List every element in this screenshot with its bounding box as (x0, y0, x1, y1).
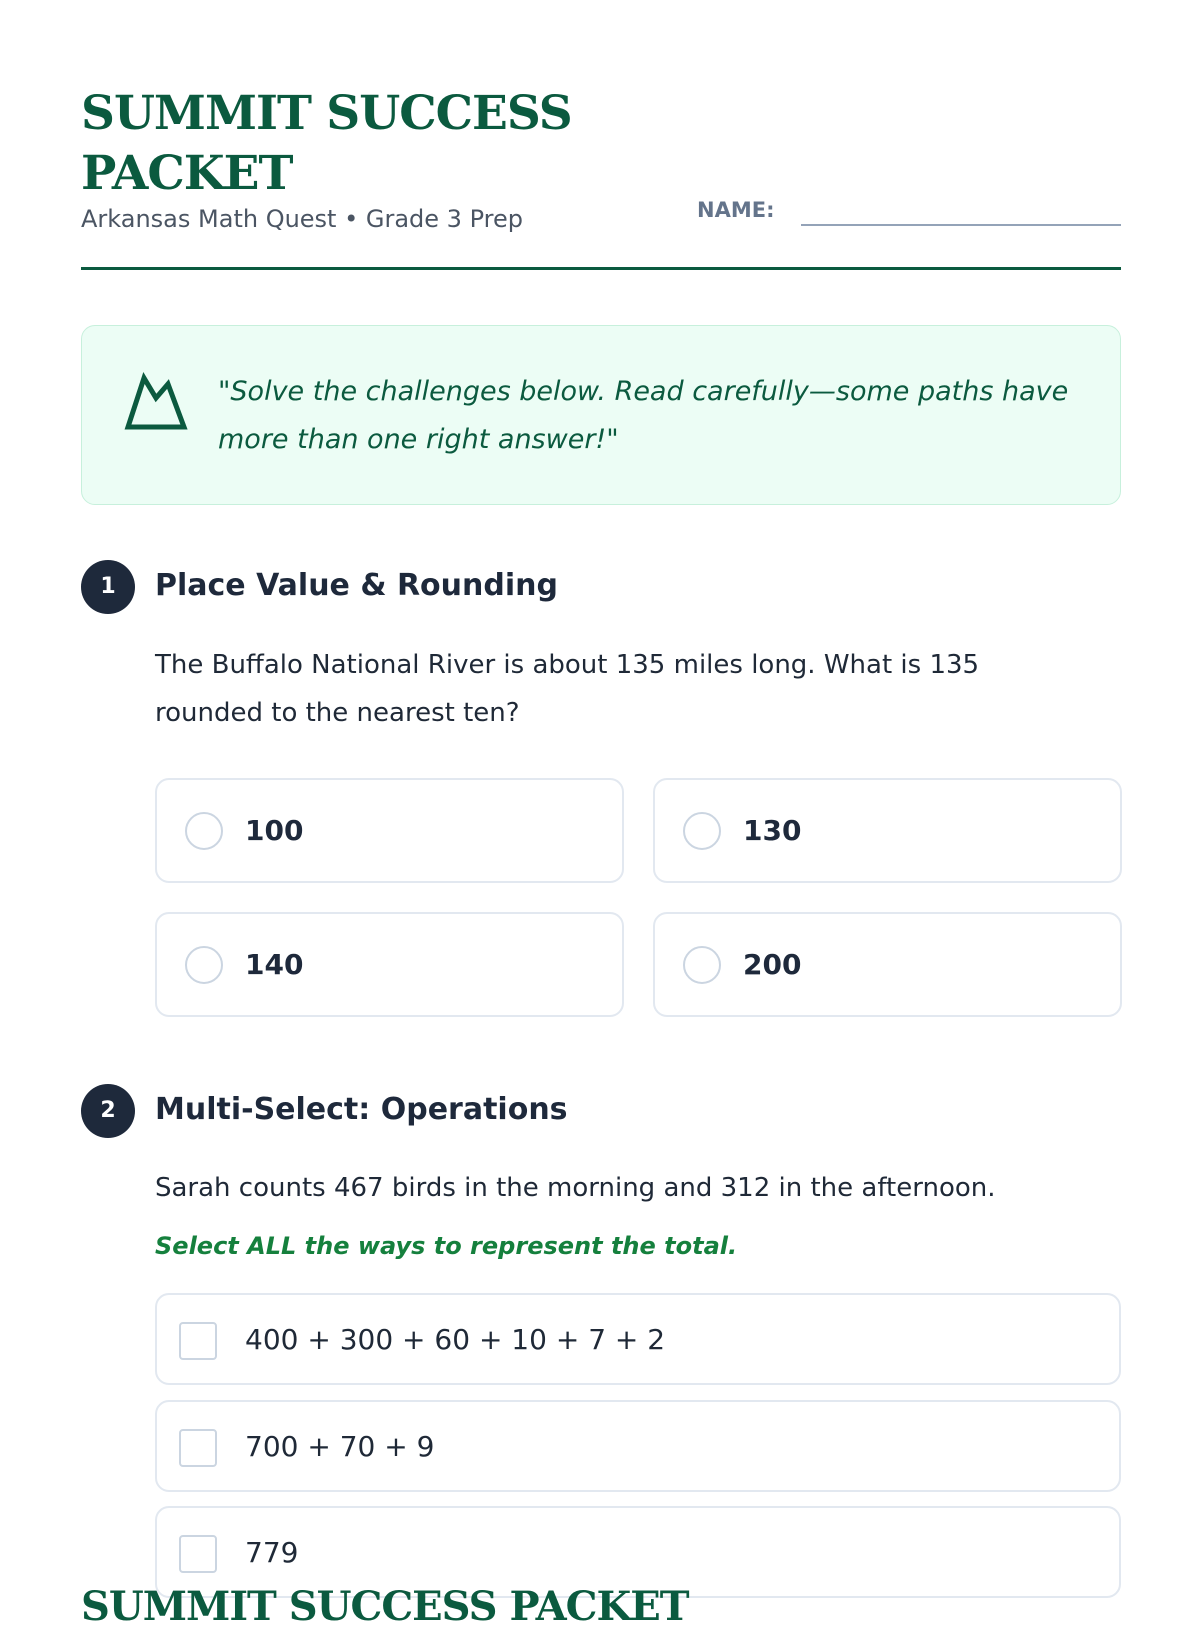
question-number-badge: 2 (81, 1084, 135, 1138)
answer-option-200[interactable] (653, 912, 1122, 1017)
question-text: Sarah counts 467 birds in the morning and 312 in the afternoon. (155, 1173, 996, 1203)
question-title: Place Value & Rounding (155, 568, 558, 603)
checkbox[interactable] (179, 1429, 217, 1467)
question-title: Multi-Select: Operations (155, 1092, 568, 1127)
question-text: The Buffalo National River is about 135 miles long. What is 135 rounded to the nearest ten? (155, 650, 980, 728)
mountain-icon (125, 372, 187, 430)
checkbox-option-label: 779 (245, 1536, 299, 1569)
answer-option-label: 100 (245, 814, 304, 847)
radio-button[interactable] (185, 946, 223, 984)
answer-option-130[interactable] (653, 778, 1122, 883)
radio-button[interactable] (185, 812, 223, 850)
answer-option-label: 200 (743, 948, 802, 981)
next-page-title-overflow: SUMMIT SUCCESS PACKET (81, 1583, 689, 1630)
checkbox-option[interactable] (155, 1400, 1121, 1492)
checkbox-option-label: 700 + 70 + 9 (245, 1430, 435, 1463)
radio-button[interactable] (683, 812, 721, 850)
packet-header (81, 84, 1121, 270)
checkbox[interactable] (179, 1322, 217, 1360)
answer-option-label: 130 (743, 814, 802, 847)
checkbox-option-label: 400 + 300 + 60 + 10 + 7 + 2 (245, 1323, 666, 1356)
question-instruction: Select ALL the ways to represent the total. (155, 1232, 738, 1260)
page-subtitle: Arkansas Math Quest • Grade 3 Prep (81, 205, 523, 233)
name-label: NAME: (697, 198, 775, 222)
answer-option-140[interactable] (155, 912, 624, 1017)
question-number-badge: 1 (81, 560, 135, 614)
answer-option-100[interactable] (155, 778, 624, 883)
answer-option-label: 140 (245, 948, 304, 981)
checkbox[interactable] (179, 1535, 217, 1573)
radio-button[interactable] (683, 946, 721, 984)
banner-quote: "Solve the challenges below. Read carefully—some paths have more than one right answer!" (218, 376, 1069, 455)
page-title: SUMMIT SUCCESS PACKET (81, 86, 572, 201)
checkbox-option[interactable] (155, 1293, 1121, 1385)
name-field-line[interactable] (801, 224, 1121, 226)
instruction-banner (81, 325, 1121, 505)
